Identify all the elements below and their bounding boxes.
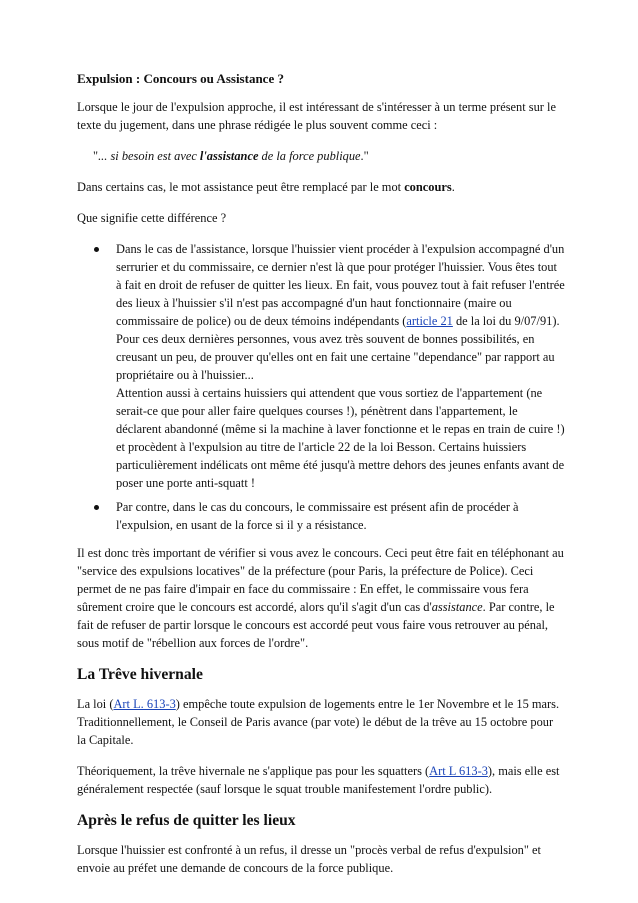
assistance-attention-text: Attention aussi à certains huissiers qui attendent que vous sortiez de l'appartement (ne serait-ce que pour aller faire quelques courses !), pénètrent dans l'appartement, le déclarent abandonné (même si la machine à laver fonctionne et le repas en train de cuire !) et procèdent à l'expulsion au titre de l'article 22 de la loi Besson. Certains huissiers particulièrement indélicats ont même été jusqu'à mettre dehors des jeunes enfants avant de poser une porte anti-squatt ! — [116, 386, 565, 490]
paragraph-replacement — [77, 178, 565, 196]
paragraph-intro: Lorsque le jour de l'expulsion approche, il est intéressant de s'intéresser à un terme présent sur le texte du jugement, dans une phrase rédigée le plus souvent comme ceci : — [77, 100, 556, 132]
link-art-l-613-3[interactable]: Art L. 613-3 — [113, 697, 176, 711]
difference-list — [77, 240, 565, 534]
heading-apres-refus: Après le refus de quitter les lieux — [77, 812, 296, 829]
assistance-text-end: de la loi du 9/07/91). Pour ces deux dernières personnes, vous avez très souvent de bonnes possibilités, en creusant un peu, de prouver qu'elles ont en fait une certaine "dependance" par rapport au propriétaire ou à l'huissier... — [116, 314, 560, 382]
link-art-l-613-3-squatters[interactable]: Art L 613-3 — [429, 764, 488, 778]
paragraph-question: Que signifie cette différence ? — [77, 211, 227, 225]
loi-text-end: ) empêche toute expulsion de logements entre le 1er Novembre et le 15 mars. Traditionnellement, le Conseil de Paris avance (par vote) le début de la trêve au 15 octobre pour la Capitale. — [77, 697, 560, 747]
paragraph-verification — [77, 544, 565, 652]
list-item-concours: Par contre, dans le cas du concours, le commissaire est présent afin de procéder à l'expulsion, en usant de la force si il y a résistance. — [116, 498, 565, 534]
loi-text-start: La loi ( — [77, 697, 114, 711]
quote-bold-assistance: l'assistance — [199, 149, 259, 163]
quote-text-end: de la force publique — [258, 149, 361, 163]
italic-assistance: assistance — [431, 600, 483, 614]
squatters-text-end: ), mais elle est généralement respectée (sauf lorsque le squat trouble manifestement l'ordre public). — [77, 764, 560, 796]
paragraph-replacement-end: . — [451, 180, 455, 194]
paragraph-replacement-start: Dans certains cas, le mot assistance peut être remplacé par le mot — [77, 180, 405, 194]
list-item-assistance — [116, 240, 565, 492]
heading-concours-assistance: Expulsion : Concours ou Assistance ? — [77, 71, 284, 86]
heading-treve-hivernale: La Trêve hivernale — [77, 666, 203, 683]
link-article-21[interactable]: article 21 — [406, 314, 453, 328]
quote-text-start: ... si besoin est avec — [98, 149, 200, 163]
bold-concours: concours — [404, 180, 452, 194]
assistance-text-start: Dans le cas de l'assistance, lorsque l'huissier vient procéder à l'expulsion accompagné d'un serrurier et du commissaire, ce dernier n'est là que pour protéger l'huissier. Vous êtes tout à fait en droit de refuser de quitter les lieux. En fait, vous pouvez tout à fait refuser l'entrée des lieux à l'huissier s'il n'est pas accompagné d'un haut fonctionnaire (maire ou commissaire de police) ou de deux témoins indépendants ( — [116, 242, 565, 328]
verification-text-end: . Par contre, le fait de refuser de partir lorsque le concours est accordé peut vous faire vous retrouver au pénal, sous motif de "rébellion aux forces de l'ordre". — [77, 600, 555, 650]
paragraph-proces-verbal: Lorsque l'huissier est confronté à un refus, il dresse un "procès verbal de refus d'expulsion" et envoie au préfet une demande de concours de la force publique. — [77, 843, 541, 875]
quote-open-mark: " — [93, 149, 99, 163]
squatters-text-start: Théoriquement, la trêve hivernale ne s'applique pas pour les squatters ( — [77, 764, 430, 778]
quote-close-mark: ." — [360, 149, 369, 163]
document-page — [77, 70, 565, 890]
paragraph-loi-treve — [77, 695, 565, 749]
quote-judgment — [93, 147, 565, 165]
verification-text-start: Il est donc très important de vérifier si vous avez le concours. Ceci peut être fait en téléphonant au "service des expulsions locatives" de la préfecture (pour Paris, la préfecture de Police). Ceci permet de ne pas faire d'impair en face du commissaire : En effet, le commissaire vous fera sûrement croire que le concours est accordé, alors qu'il s'agit d'un cas d' — [77, 546, 564, 614]
paragraph-squatters — [77, 762, 565, 798]
